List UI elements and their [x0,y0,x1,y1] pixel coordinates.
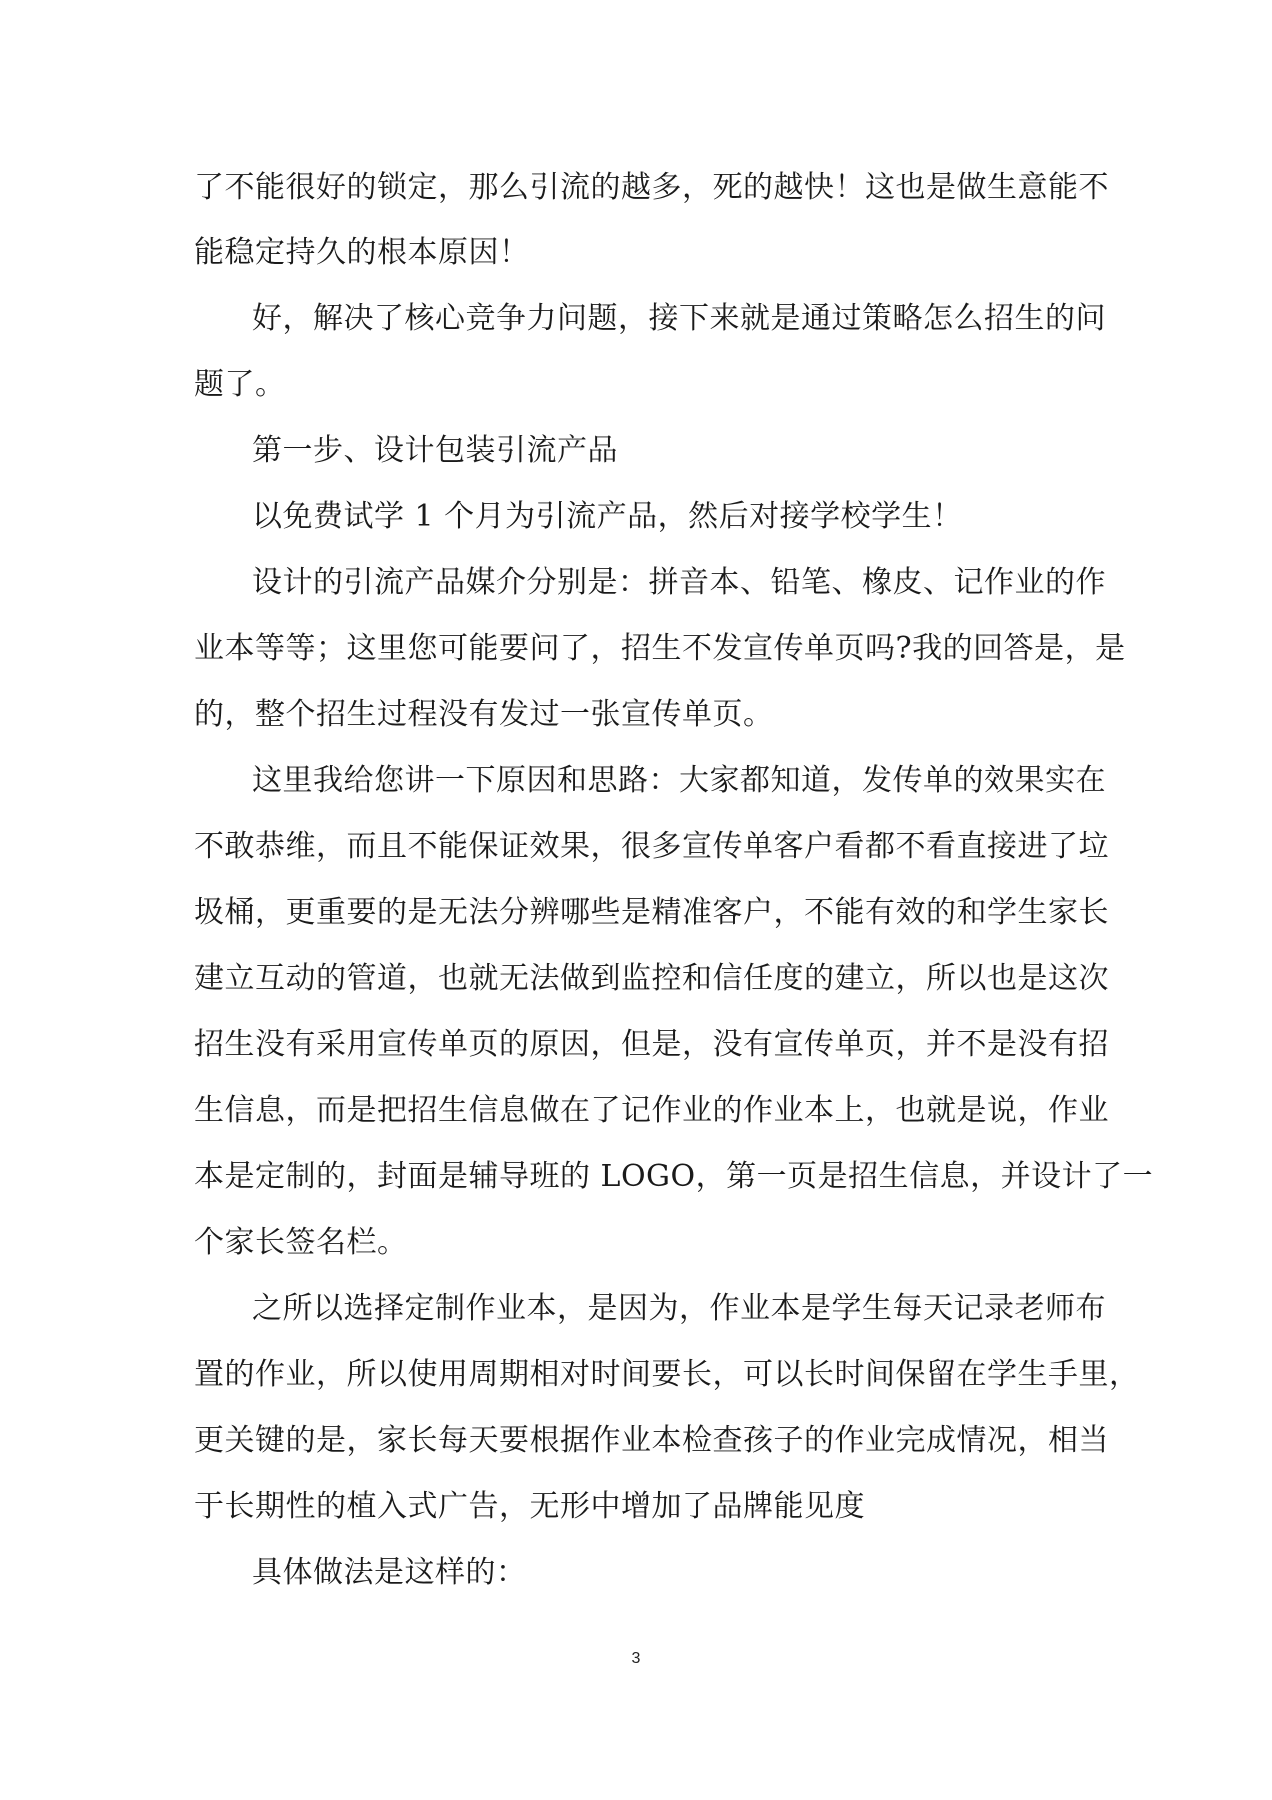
text-line: 个家长签名栏。 [194,1225,408,1260]
text-line: 置的作业，所以使用周期相对时间要长，可以长时间保留在学生手里， [194,1357,1140,1392]
text-line: 了不能很好的锁定，那么引流的越多，死的越快！这也是做生意能不 [194,170,1109,205]
section-heading: 第一步、设计包装引流产品 [252,433,618,468]
text-line: 好，解决了核心竞争力问题，接下来就是通过策略怎么招生的问 [252,301,1106,336]
text-line: 的，整个招生过程没有发过一张宣传单页。 [194,697,774,732]
text-line: 生信息，而是把招生信息做在了记作业的作业本上，也就是说，作业 [194,1093,1109,1128]
text-line: 能稳定持久的根本原因！ [194,235,530,270]
text-line: 不敢恭维，而且不能保证效果，很多宣传单客户看都不看直接进了垃 [194,829,1109,864]
text-line: 具体做法是这样的： [252,1555,527,1590]
text-line: 以免费试学 1 个月为引流产品，然后对接学校学生！ [252,499,963,534]
text-line: 本是定制的，封面是辅导班的 LOGO，第一页是招生信息，并设计了一 [194,1159,1154,1194]
text-line: 这里我给您讲一下原因和思路：大家都知道，发传单的效果实在 [252,763,1106,798]
text-line: 招生没有采用宣传单页的原因，但是，没有宣传单页，并不是没有招 [194,1027,1109,1062]
text-line: 业本等等；这里您可能要问了，招生不发宣传单页吗?我的回答是，是 [194,631,1126,666]
text-line: 建立互动的管道，也就无法做到监控和信任度的建立，所以也是这次 [194,961,1109,996]
text-line: 题了。 [194,367,286,402]
text-line: 圾桶，更重要的是无法分辨哪些是精准客户，不能有效的和学生家长 [194,895,1109,930]
page-number: 3 [631,1650,641,1667]
text-line: 于长期性的植入式广告，无形中增加了品牌能见度 [194,1489,865,1524]
text-line: 更关键的是，家长每天要根据作业本检查孩子的作业完成情况，相当 [194,1423,1109,1458]
text-line: 之所以选择定制作业本，是因为，作业本是学生每天记录老师布 [252,1291,1106,1326]
text-line: 设计的引流产品媒介分别是：拼音本、铅笔、橡皮、记作业的作 [252,565,1106,600]
